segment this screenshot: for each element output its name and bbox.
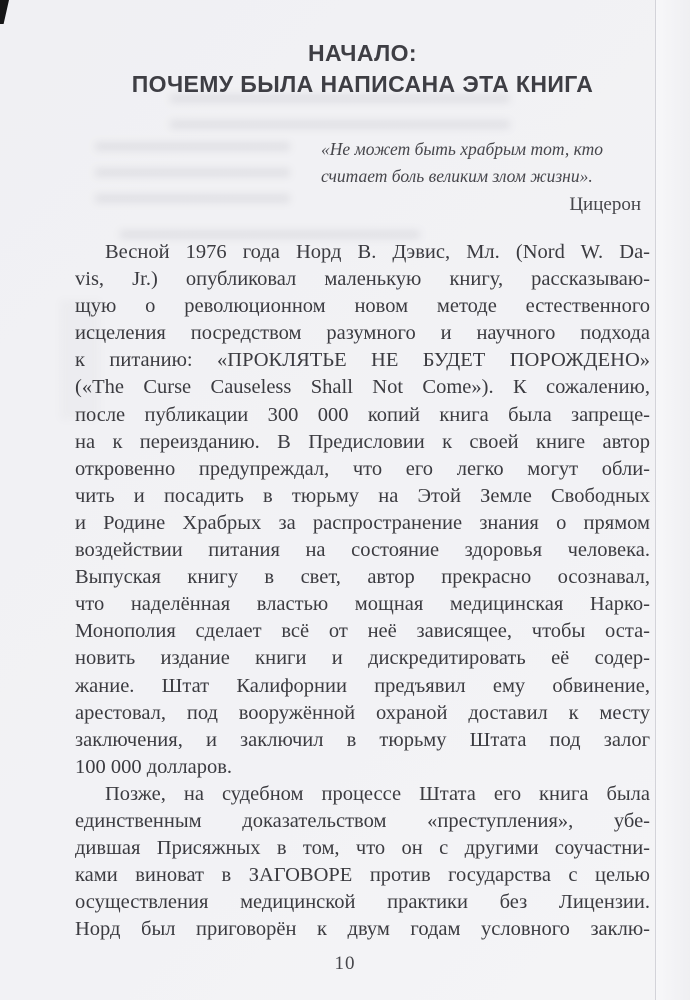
epigraph-quote <box>321 136 621 190</box>
body-line: Позже, на судебном процессе Штата его книга была <box>105 782 650 805</box>
body-line: («The Curse Causeless Shall Not Come»). К сожалению, <box>75 376 650 399</box>
scan-corner-artifact <box>0 0 9 24</box>
body-line: ками виноват в ЗАГОВОРЕ против государства с целью <box>75 864 650 887</box>
body-line: на к переизданию. В Предисловии к своей книге автор <box>75 430 650 453</box>
body-line: после публикации 300 000 копий книга была запреще- <box>75 403 650 426</box>
body-line: и Родине Храбрых за распространение знания о прямом <box>75 511 650 534</box>
body-line: к питанию: «ПРОКЛЯТЬЕ НЕ БУДЕТ ПОРОЖДЕНО» <box>75 349 650 372</box>
chapter-title-line2: ПОЧЕМУ БЫЛА НАПИСАНА ЭТА КНИГА <box>131 71 594 97</box>
body-line: новить издание книги и дискредитировать её содер- <box>75 647 650 670</box>
body-line: vis, Jr.) опубликовал маленькую книгу, рассказываю- <box>75 268 650 291</box>
body-line: жание. Штат Калифорнии предъявил ему обвинение, <box>75 674 650 697</box>
epigraph-line2: считает боль великим злом жизни». <box>321 166 593 186</box>
body-line: единственным доказательством «преступления», убе- <box>75 809 650 832</box>
body-line: щую о революционном новом методе естественного <box>75 295 650 318</box>
body-line: воздействии питания на состояние здоровья человека. <box>75 539 650 562</box>
page-edge-strip <box>656 0 690 1000</box>
body-line: Норд был приговорён к двум годам условного заклю- <box>75 918 650 941</box>
epigraph-line1: «Не может быть храбрым тот, кто <box>321 139 604 159</box>
body-line: 100 000 долларов. <box>75 755 233 778</box>
body-line: Выпуская книгу в свет, автор прекрасно осознавал, <box>75 566 650 589</box>
body-line: чить и посадить в тюрьму на Этой Земле Свободных <box>75 484 650 507</box>
body-text <box>75 239 650 943</box>
body-line: заключения, и заключил в тюрьму Штата под залог <box>75 728 650 751</box>
chapter-title-line1: НАЧАЛО: <box>307 40 417 66</box>
body-line: что наделённая властью мощная медицинская Нарко- <box>75 593 650 616</box>
epigraph-attribution: Цицерон <box>569 194 641 215</box>
body-line: Весной 1976 года Норд В. Дэвис, Мл. (Nord W. Da- <box>105 241 650 263</box>
body-line: исцеления посредством разумного и научного подхода <box>75 322 650 345</box>
body-line: Монополия сделает всё от неё зависящее, чтобы оста- <box>75 620 650 643</box>
body-line: откровенно предупреждал, что его легко могут обли- <box>75 457 650 480</box>
chapter-title <box>75 38 650 100</box>
body-line: осуществления медицинской практики без Лицензии. <box>75 891 650 914</box>
body-line: арестовал, под вооружённой охраной доставил к месту <box>75 701 650 724</box>
page-number: 10 <box>334 953 356 974</box>
body-line: дившая Присяжных в том, что он с другими соучастни- <box>75 837 650 860</box>
